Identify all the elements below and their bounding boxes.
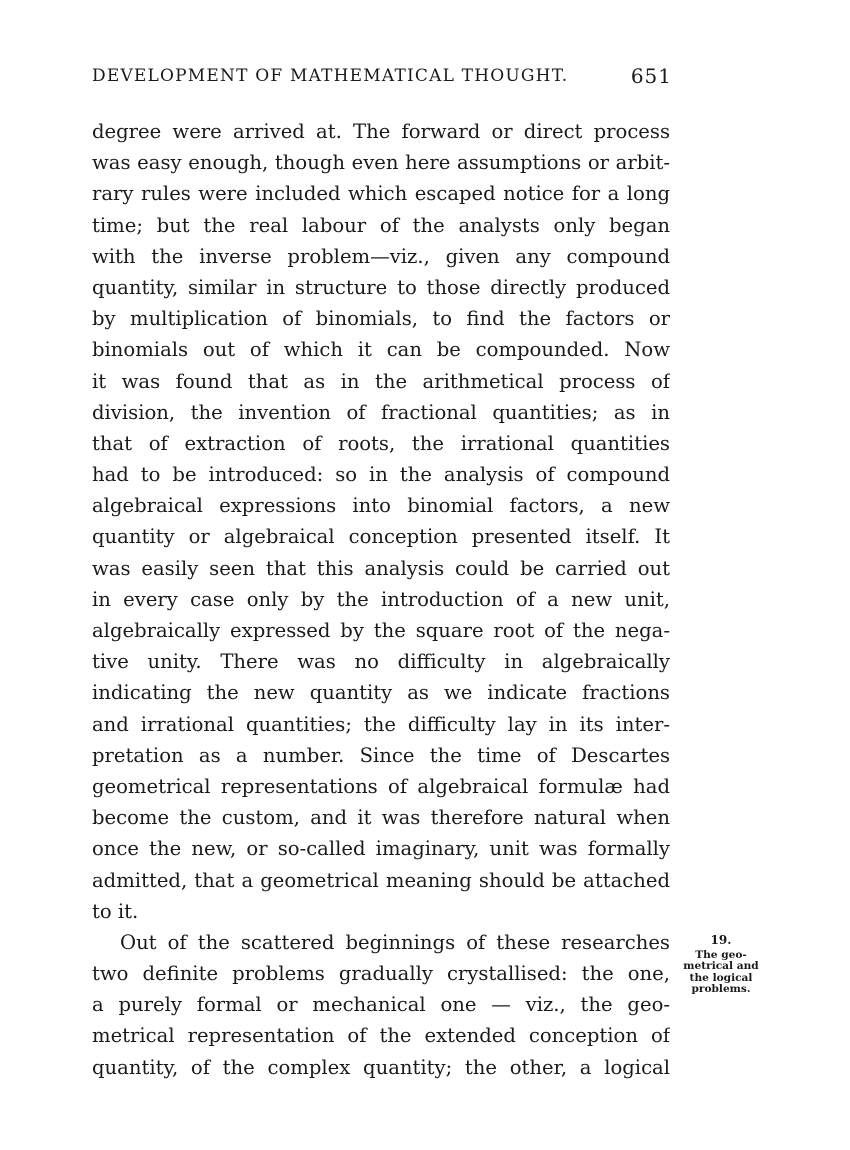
text-line: quantity or algebraical conception presented itself. It [92, 525, 670, 549]
text-line: once the new, or so-called imaginary, unit was formally [92, 837, 670, 861]
text-line: quantity, similar in structure to those directly produced [92, 275, 670, 299]
text-line: become the custom, and it was therefore natural when [92, 806, 670, 830]
text-line: metrical representation of the extended conception of [92, 1024, 670, 1048]
text-line: algebraical expressions into binomial factors, a new [92, 494, 670, 518]
text-line: admitted, that a geometrical meaning should be attached [92, 868, 670, 892]
text-line: division, the invention of fractional quantities; as in [92, 400, 670, 424]
text-line: degree were arrived at. The forward or direct process [92, 120, 670, 143]
text-line: was easy enough, though even here assumptions or arbit- [92, 151, 670, 175]
text-line: algebraically expressed by the square root of the nega- [92, 619, 670, 642]
text-line: by multiplication of binomials, to find the factors or [92, 307, 670, 331]
margin-note [680, 935, 762, 996]
paragraph-start-line: Out of the scattered beginnings of these researches [120, 930, 670, 954]
text-line: rary rules were included which escaped notice for a long [92, 182, 670, 206]
section-number: 19. [710, 933, 732, 947]
text-line: tive unity. There was no difficulty in algebraically [92, 650, 670, 674]
margin-note-line: metrical and [683, 960, 759, 972]
text-line: pretation as a number. Since the time of Descartes [92, 743, 670, 767]
running-head [92, 64, 672, 92]
text-line: it was found that as in the arithmetical process of [92, 369, 670, 393]
margin-note-line: the logical [689, 971, 753, 984]
margin-note-line: The geo- [695, 948, 747, 961]
text-line: in every case only by the introduction of a new unit, [92, 587, 670, 611]
text-line: two definite problems gradually crystallised: the one, [92, 962, 670, 986]
paragraph-end-line: to it. [92, 899, 139, 923]
text-line: geometrical representations of algebraical formulæ had [92, 774, 670, 798]
page-number: 651 [630, 64, 672, 88]
text-line: binomials out of which it can be compounded. Now [92, 338, 670, 362]
text-line: with the inverse problem—viz., given any compound [92, 244, 670, 268]
text-line: time; but the real labour of the analysts only began [92, 213, 670, 237]
text-line: quantity, of the complex quantity; the other, a logical [92, 1055, 670, 1079]
text-line: had to be introduced: so in the analysis of compound [92, 463, 670, 487]
text-line: a purely formal or mechanical one — viz., the geo- [92, 993, 670, 1017]
running-title: DEVELOPMENT OF MATHEMATICAL THOUGHT. [92, 66, 569, 86]
text-line: and irrational quantities; the difficulty lay in its inter- [92, 712, 670, 736]
text-line: was easily seen that this analysis could be carried out [92, 556, 670, 580]
body-text [92, 116, 670, 1083]
text-line: indicating the new quantity as we indicate fractions [92, 681, 670, 705]
text-line: that of extraction of roots, the irrational quantities [92, 431, 670, 455]
margin-note-line: problems. [691, 983, 751, 995]
